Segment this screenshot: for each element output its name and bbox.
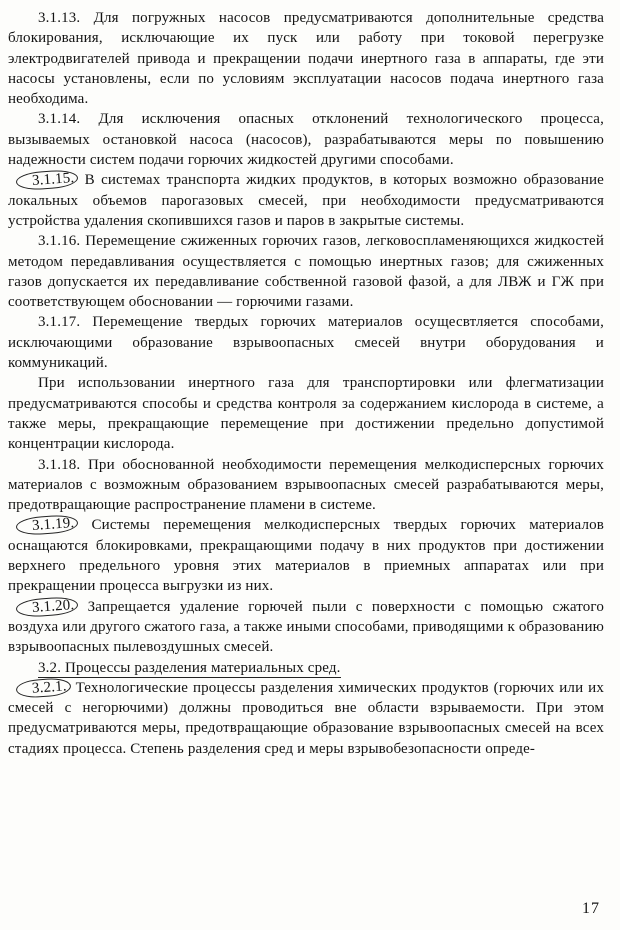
page-number: 17 bbox=[582, 900, 600, 917]
clause-text: Технологические процессы разделения химических продуктов (горючих или их смесей с негорючими) должны проводиться вне области взрываемости. При этом предусматриваются меры, предотвращающие образование взрывоопасных смесей на всех стадиях процесса. Степень разделения сред и меры взрывобезопасности опреде- bbox=[8, 679, 604, 757]
paragraph-3-1-13 bbox=[8, 8, 604, 109]
paragraph-3-1-17 bbox=[8, 312, 604, 373]
clause-number-circled: 3.1.19. bbox=[15, 514, 78, 536]
clause-text: Перемещение сжиженных горючих газов, легковоспламеняющихся жидкостей методом передавливания осуществляется с помощью инертных газов; для сжиженных газов допускается их передавливание собственной газовой фазой, а для ЛВЖ и ГЖ при соответствующем обосновании — горючими газами. bbox=[8, 233, 605, 311]
clause-text: Перемещение твердых горючих материалов осущесвтляется способами, исключающими образование взрывоопасных смесей внутри оборудования и коммуникаций. bbox=[8, 314, 604, 372]
clause-text: Системы перемещения мелкодисперсных твердых горючих материалов оснащаются блокировками, прекращающими подачу в них продуктов при достижении верхнего предельного уровня этих материалов в приемных аппаратах или при прекращении процесса выгрузки из них. bbox=[8, 517, 605, 595]
paragraph-3-1-18 bbox=[8, 455, 604, 516]
clause-number: 3.1.13. bbox=[38, 10, 81, 26]
clause-number-circled: 3.1.15. bbox=[15, 169, 78, 191]
clause-number-circled: 3.1.20. bbox=[15, 595, 78, 617]
clause-number: 3.1.14. bbox=[38, 111, 81, 128]
clause-text: Для исключения опасных отклонений технологического процесса, вызываемых остановкой насоса (насосов), разрабатываются меры по повышению надежности систем подачи горючих жидкостей другими способами. bbox=[8, 111, 604, 169]
section-heading bbox=[8, 658, 604, 678]
section-heading-text: 3.2. Процессы разделения материальных сред. bbox=[38, 659, 341, 676]
clause-number-circled: 3.2.1. bbox=[15, 677, 71, 699]
paragraph-3-1-14 bbox=[8, 109, 604, 170]
document-body bbox=[8, 8, 604, 759]
paragraph-3-1-20 bbox=[8, 597, 604, 658]
clause-number: 3.1.18. bbox=[38, 456, 81, 473]
clause-text: При использовании инертного газа для транспортировки или флегматизации предусматриваются способы и средства контроля за содержанием кислорода в системе, а также меры, прекращающие перемещение при достижении предельно допустимой концентрации кислорода. bbox=[8, 375, 604, 453]
clause-text: При обоснованной необходимости перемещения мелкодисперсных горючих материалов с возможным образованием взрывоопасных смесей разрабатываются меры, предотвращающие распространение пламени в системе. bbox=[8, 456, 604, 514]
paragraph-inert-gas bbox=[8, 373, 604, 454]
paragraph-3-1-15 bbox=[8, 170, 604, 231]
clause-text: Для погружных насосов предусматриваются дополнительные средства блокирования, исключающие их пуск или работу при токовой перегрузке электродвигателей привода и прекращении подачи инертного газа в аппараты, где эти насосы установлены, если по условиям эксплуатации насосов подача инертного газа необходима. bbox=[8, 10, 604, 108]
paragraph-3-1-16 bbox=[8, 231, 604, 312]
clause-text: Запрещается удаление горючей пыли с поверхности с помощью сжатого воздуха или другого сжатого газа, а также иными способами, приводящими к образованию взрывоопасных пылевоздушных смесей. bbox=[8, 598, 605, 656]
clause-number: 3.1.16. bbox=[38, 233, 81, 250]
paragraph-3-2-1 bbox=[8, 678, 604, 759]
clause-number: 3.1.17. bbox=[38, 314, 81, 331]
paragraph-3-1-19 bbox=[8, 515, 604, 596]
clause-text: В системах транспорта жидких продуктов, в которых возможно образование локальных объемов парогазовых смесей, при необходимости предусматриваются устройства удаления скопившихся газов и паров в закрытые системы. bbox=[8, 172, 604, 229]
